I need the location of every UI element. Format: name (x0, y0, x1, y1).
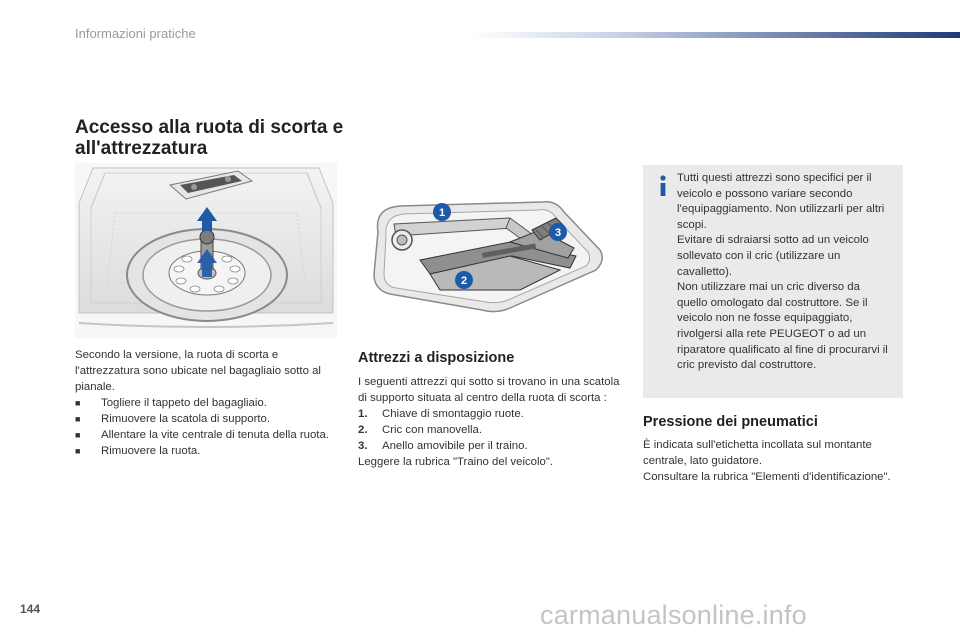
tools-note: Leggere la rubrica "Traino del veicolo". (358, 456, 554, 468)
bullet-icon: ■ (75, 446, 81, 456)
callout-3 (549, 223, 567, 241)
header-bar (470, 32, 960, 38)
list-item: 2. Cric con manovella. (358, 424, 483, 436)
list-item: ■ Allentare la vite centrale di tenuta della ruota. (75, 429, 329, 441)
tools-text (358, 374, 622, 470)
list-item: 3. Anello amovibile per il traino. (358, 440, 528, 452)
col1-intro: Secondo la versione, la ruota di scorta e l'attrezzatura sono ubicate nel bagagliaio sotto al pianale. (75, 349, 321, 393)
svg-text:2: 2 (460, 275, 468, 287)
info-box (643, 165, 903, 398)
svg-text:3: 3 (554, 227, 562, 239)
tyre-pressure-heading: Pressione dei pneumatici (643, 414, 818, 430)
watermark: carmanualsonline.info (540, 600, 807, 630)
list-item: ■ Rimuovere la scatola di supporto. (75, 413, 271, 425)
tools-intro: I seguenti attrezzi qui sotto si trovano in una scatola di supporto situata al centro della ruota di scorta : (358, 376, 620, 404)
bullet-icon: ■ (75, 430, 81, 440)
callout-2 (455, 271, 473, 289)
callout-1 (433, 203, 451, 221)
info-text: Tutti questi attrezzi sono specifici per il veicolo e possono variare secondo l'equipaggiamento. Non utilizzarli per altri scopi. Evitare di sdraiarsi sotto ad un veicolo sollevato con il cric (utilizzare un cavalletto). Non utilizzare mai un cric diverso da quello omologato dal costruttore. Se il veicolo non ne fosse equipaggiato, rivolgersi alla rete PEUGEOT o ad un riparatore qualificato al fine di procurarvi il cric previsto dal costruttore. (677, 172, 888, 372)
page-title: Accesso alla ruota di scorta e all'attrezzatura (75, 117, 344, 159)
spare-wheel-instructions (75, 347, 337, 459)
bullet-icon: ■ (75, 398, 81, 408)
section-header: Informazioni pratiche (75, 26, 196, 41)
bullet-icon: ■ (75, 414, 81, 424)
svg-text:1: 1 (438, 207, 446, 219)
info-icon (657, 175, 669, 197)
tyre-pressure-text: È indicata sull'etichetta incollata sul montante centrale, lato guidatore. Consultare la rubrica "Elementi d'identificazione". (643, 439, 891, 483)
tools-heading: Attrezzi a disposizione (358, 350, 515, 366)
trunk-spare-wheel-illustration (75, 163, 337, 338)
tool-kit-illustration (360, 190, 606, 318)
list-item: 1. Chiave di smontaggio ruote. (358, 408, 524, 420)
list-item: ■ Rimuovere la ruota. (75, 445, 201, 457)
list-item: ■ Togliere il tappeto del bagagliaio. (75, 397, 267, 409)
page-number: 144 (20, 602, 41, 616)
